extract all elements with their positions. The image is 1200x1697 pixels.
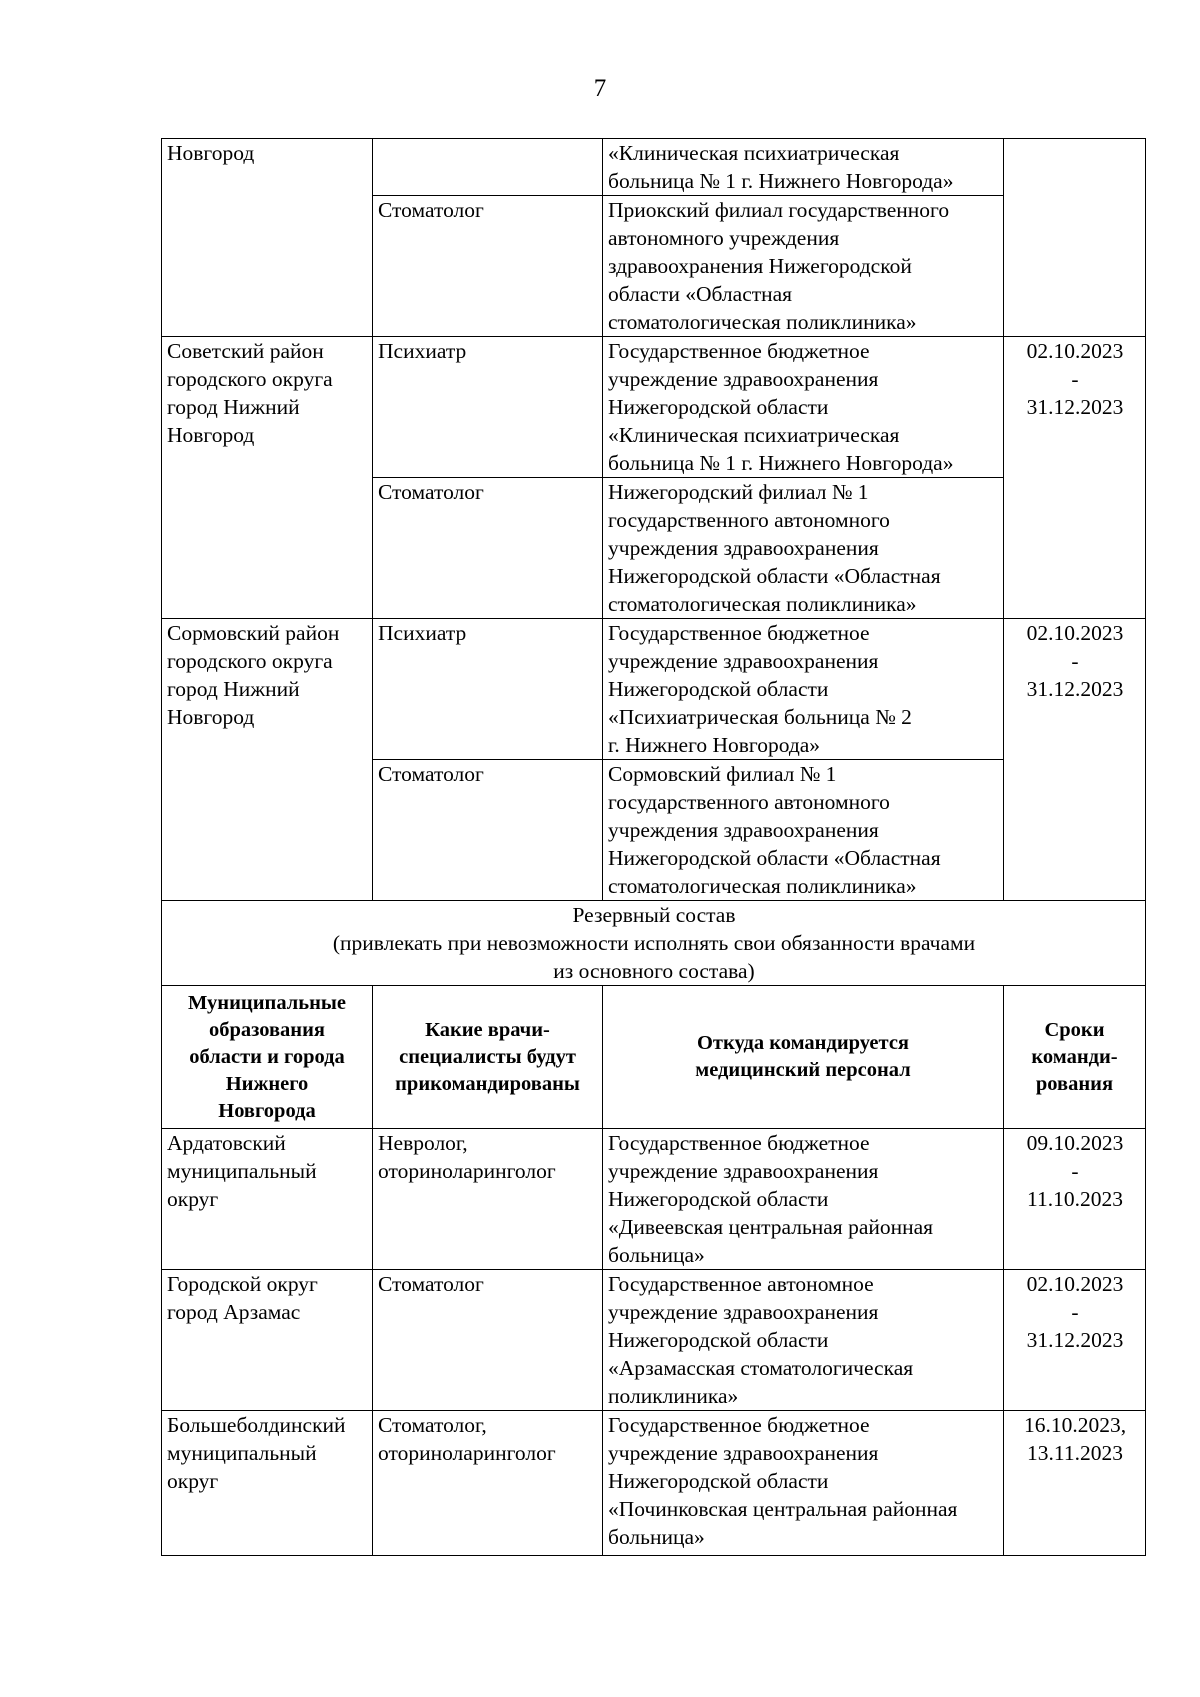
dates-cell: 16.10.2023, 13.11.2023 — [1004, 1411, 1146, 1556]
institution-cell: Государственное бюджетное учреждение здравоохранения Нижегородской области «Дивеевская центральная районная больница» — [603, 1129, 1004, 1270]
dates-cell: 02.10.2023 - 31.12.2023 — [1004, 1270, 1146, 1411]
specialist-cell: Стоматолог — [373, 1270, 603, 1411]
institution-cell: Сормовский филиал № 1 государственного автономного учреждения здравоохранения Нижегородской области «Областная стоматологическая поликлиника» — [603, 760, 1004, 901]
municipality-cell: Сормовский район городского округа город Нижний Новгород — [162, 619, 373, 901]
municipality-cell: Советский район городского округа город Нижний Новгород — [162, 337, 373, 619]
page-continuation-area — [158, 1596, 1150, 1697]
dates-cell: 02.10.2023 - 31.12.2023 — [1004, 619, 1146, 901]
section-row — [162, 901, 1146, 986]
header-specialists: Какие врачи- специалисты будут прикомандированы — [373, 986, 603, 1129]
specialist-cell: Невролог, оториноларинголог — [373, 1129, 603, 1270]
institution-cell: Приокский филиал государственного автономного учреждения здравоохранения Нижегородской области «Областная стоматологическая поликлиника» — [603, 196, 1004, 337]
specialist-cell: Психиатр — [373, 619, 603, 760]
specialist-cell: Стоматолог — [373, 478, 603, 619]
table-row — [162, 619, 1146, 760]
reserve-section-header — [162, 901, 1146, 986]
specialist-cell: Стоматолог — [373, 760, 603, 901]
specialist-cell: Стоматолог — [373, 196, 603, 337]
reserve-section-title: Резервный состав — [572, 903, 736, 927]
header-municipalities: Муниципальные образования области и города Нижнего Новгорода — [162, 986, 373, 1129]
page-number: 7 — [593, 75, 607, 102]
table-row — [162, 1270, 1146, 1411]
table-row — [162, 337, 1146, 478]
header-period: Сроки команди- рования — [1004, 986, 1146, 1129]
specialist-cell: Стоматолог, оториноларинголог — [373, 1411, 603, 1556]
institution-cell: Государственное бюджетное учреждение здравоохранения Нижегородской области «Починковская центральная районная больница» — [603, 1411, 1004, 1556]
institution-cell: «Клиническая психиатрическая больница № 1 г. Нижнего Новгорода» — [603, 139, 1004, 196]
dates-cell — [1004, 139, 1146, 337]
municipality-cell: Большеболдинский муниципальный округ — [162, 1411, 373, 1556]
municipality-cell: Городской округ город Арзамас — [162, 1270, 373, 1411]
specialist-cell — [373, 139, 603, 196]
institution-cell: Государственное бюджетное учреждение здравоохранения Нижегородской области «Психиатрическая больница № 2 г. Нижнего Новгорода» — [603, 619, 1004, 760]
municipality-cell: Ардатовский муниципальный округ — [162, 1129, 373, 1270]
table-row — [162, 1411, 1146, 1556]
dates-cell: 02.10.2023 - 31.12.2023 — [1004, 337, 1146, 619]
dates-cell: 09.10.2023 - 11.10.2023 — [1004, 1129, 1146, 1270]
table-row — [162, 139, 1146, 196]
institution-cell: Нижегородский филиал № 1 государственного автономного учреждения здравоохранения Нижегородской области «Областная стоматологическая поликлиника» — [603, 478, 1004, 619]
header-row — [162, 986, 1146, 1129]
specialist-cell: Психиатр — [373, 337, 603, 478]
institution-cell: Государственное бюджетное учреждение здравоохранения Нижегородской области «Клиническая психиатрическая больница № 1 г. Нижнего Новгорода» — [603, 337, 1004, 478]
municipality-cell: Новгород — [162, 139, 373, 337]
header-origin: Откуда командируется медицинский персонал — [603, 986, 1004, 1129]
commissioning-table — [161, 138, 1146, 1556]
table-row — [162, 1129, 1146, 1270]
institution-cell: Государственное автономное учреждение здравоохранения Нижегородской области «Арзамасская стоматологическая поликлиника» — [603, 1270, 1004, 1411]
reserve-section-subtitle: (привлекать при невозможности исполнять свои обязанности врачами из основного состава) — [332, 931, 976, 983]
